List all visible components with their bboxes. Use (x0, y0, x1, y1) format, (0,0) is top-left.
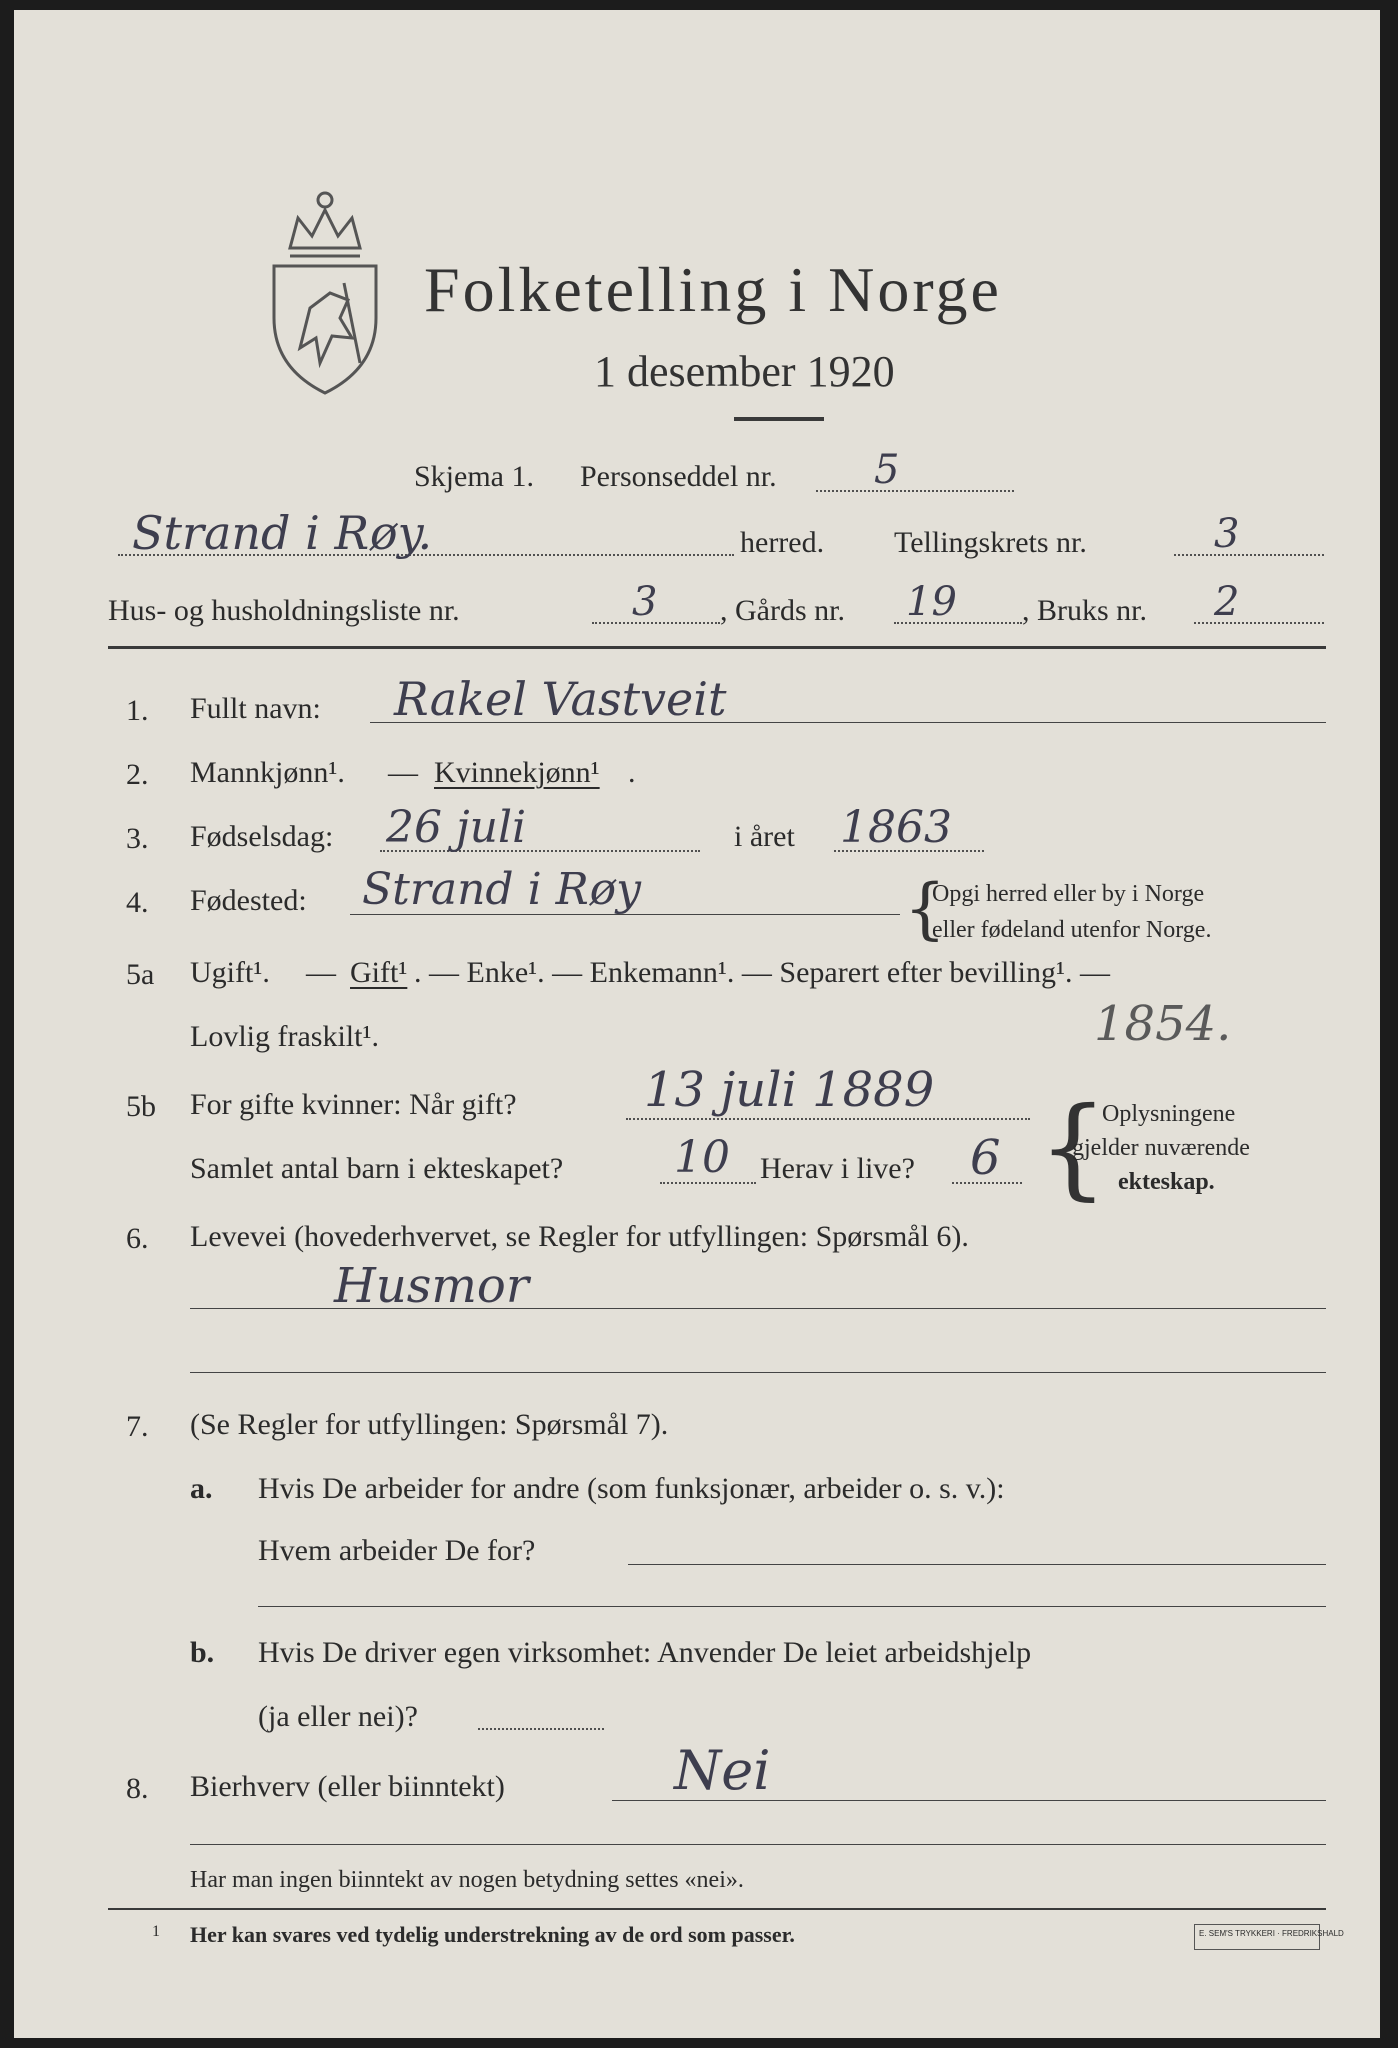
q2-mannkjonn: Mannkjønn¹. (190, 756, 345, 789)
q5a-margin-note: 1854. (1094, 996, 1232, 1052)
skjema-label: Skjema 1. (414, 460, 534, 493)
q5b-brace: { (1038, 1083, 1108, 1211)
q7b-field[interactable] (478, 1728, 604, 1730)
q3-aaret-value[interactable]: 1863 (840, 802, 952, 853)
q5b-note-line3: ekteskap. (1118, 1169, 1215, 1195)
q7b-letter: b. (190, 1636, 215, 1669)
q5a-dash: — (306, 956, 336, 989)
q5a-other-options: . — Enke¹. — Enkemann¹. — Separert efter bevilling¹. — (414, 956, 1110, 989)
q3-number: 3. (126, 822, 149, 855)
title-divider (734, 417, 824, 421)
q5b-ilive-value[interactable]: 6 (970, 1130, 1001, 1186)
tellingskrets-label: Tellingskrets nr. (894, 526, 1087, 559)
q5a-ugift: Ugift¹. (190, 956, 270, 989)
footnote-mark: 1 (152, 1923, 160, 1940)
q2-period: . (628, 756, 636, 789)
q7-label: (Se Regler for utfyllingen: Spørsmål 7). (190, 1408, 669, 1441)
q8-bierhverv-value[interactable]: Nei (674, 1739, 771, 1802)
q6-field-line2 (190, 1372, 1326, 1373)
q5b-number: 5b (126, 1090, 156, 1123)
q4-note-line2: eller fødeland utenfor Norge. (932, 917, 1212, 943)
q5b-barn-label: Samlet antal barn i ekteskapet? (190, 1152, 564, 1185)
q6-number: 6. (126, 1222, 149, 1255)
herred-value[interactable]: Strand i Røy. (132, 506, 433, 560)
q7a-line1: Hvis De arbeider for andre (som funksjonær, arbeider o. s. v.): (258, 1472, 1005, 1505)
q5b-label: For gifte kvinner: Når gift? (190, 1088, 517, 1121)
header-divider (108, 646, 1326, 649)
q1-full-name-value[interactable]: Rakel Vastveit (394, 672, 727, 726)
personseddel-value[interactable]: 5 (874, 447, 900, 493)
q8-extra-line (190, 1844, 1326, 1845)
q7b-line2: (ja eller nei)? (258, 1700, 418, 1733)
q3-fodselsdag-value[interactable]: 26 juli (386, 802, 527, 853)
q5a-gift-underlined[interactable]: Gift¹ (350, 956, 408, 989)
tellingskrets-field (1174, 554, 1324, 556)
q7a-letter: a. (190, 1472, 213, 1505)
q7a-line2: Hvem arbeider De for? (258, 1534, 536, 1567)
footnote-text: Her kan svares ved tydelig understrekning av de ord som passer. (190, 1922, 795, 1947)
q4-number: 4. (126, 886, 149, 919)
census-date: 1 desember 1920 (594, 347, 895, 396)
printer-stamp (1194, 1924, 1344, 1950)
bruks-value[interactable]: 2 (1214, 579, 1240, 625)
q5b-note-line2: gjelder nuværende (1072, 1135, 1250, 1161)
q5a-number: 5a (126, 958, 155, 991)
q8-number: 8. (126, 1772, 149, 1805)
gards-value[interactable]: 19 (906, 579, 957, 625)
q7a-field-line2[interactable] (258, 1606, 1326, 1607)
q3-aaret-label: i året (734, 820, 795, 853)
bruks-label: , Bruks nr. (1022, 594, 1148, 627)
q8-label: Bierhverv (eller biinntekt) (190, 1770, 505, 1803)
q2-number: 2. (126, 758, 149, 791)
q5b-note-line1: Oplysningene (1102, 1101, 1236, 1127)
census-form-sheet (14, 10, 1380, 2038)
q1-label: Fullt navn: (190, 692, 321, 725)
q6-levevei-value[interactable]: Husmor (334, 1258, 529, 1314)
q7-number: 7. (126, 1410, 149, 1443)
footnote-divider (108, 1908, 1326, 1910)
q7a-field-line1[interactable] (628, 1564, 1326, 1565)
q2-kvinnekjonn-underlined[interactable]: Kvinnekjønn¹ (434, 756, 600, 789)
q4-note-line1: Opgi herred eller by i Norge (932, 881, 1205, 907)
q4-brace: { (904, 870, 946, 947)
q7b-line1: Hvis De driver egen virksomhet: Anvender De leiet arbeidshjelp (258, 1636, 1032, 1669)
husholdningsliste-label: Hus- og husholdningsliste nr. (108, 594, 460, 627)
husholdningsliste-value[interactable]: 3 (632, 579, 658, 625)
norwegian-coat-of-arms-icon (260, 188, 390, 398)
q2-separator: — (388, 756, 418, 789)
q4-fodested-value[interactable]: Strand i Røy (362, 864, 641, 915)
q5b-gift-field (626, 1118, 1030, 1120)
herred-label: herred. (740, 526, 825, 559)
q5b-gift-value[interactable]: 13 juli 1889 (644, 1062, 935, 1118)
q3-label: Fødselsdag: (190, 820, 334, 853)
q5b-barn-value[interactable]: 10 (674, 1132, 730, 1183)
q1-number: 1. (126, 694, 149, 727)
form-title: Folketelling i Norge (424, 254, 1002, 325)
q5b-ilive-label: Herav i live? (760, 1152, 915, 1185)
q5a-lovlig-fraskilt: Lovlig fraskilt¹. (190, 1020, 379, 1053)
tellingskrets-value[interactable]: 3 (1214, 511, 1240, 557)
q4-label: Fødested: (190, 884, 307, 917)
personseddel-field (816, 490, 1014, 492)
footer-note: Har man ingen biinntekt av nogen betydning settes «nei». (190, 1867, 744, 1893)
printer-stamp-text: E. SEM'S TRYKKERI · FREDRIKSHALD (1199, 1929, 1344, 1938)
personseddel-label: Personseddel nr. (580, 460, 777, 493)
q6-label: Levevei (hovederhvervet, se Regler for utfyllingen: Spørsmål 6). (190, 1220, 969, 1253)
gards-label: , Gårds nr. (720, 594, 845, 627)
